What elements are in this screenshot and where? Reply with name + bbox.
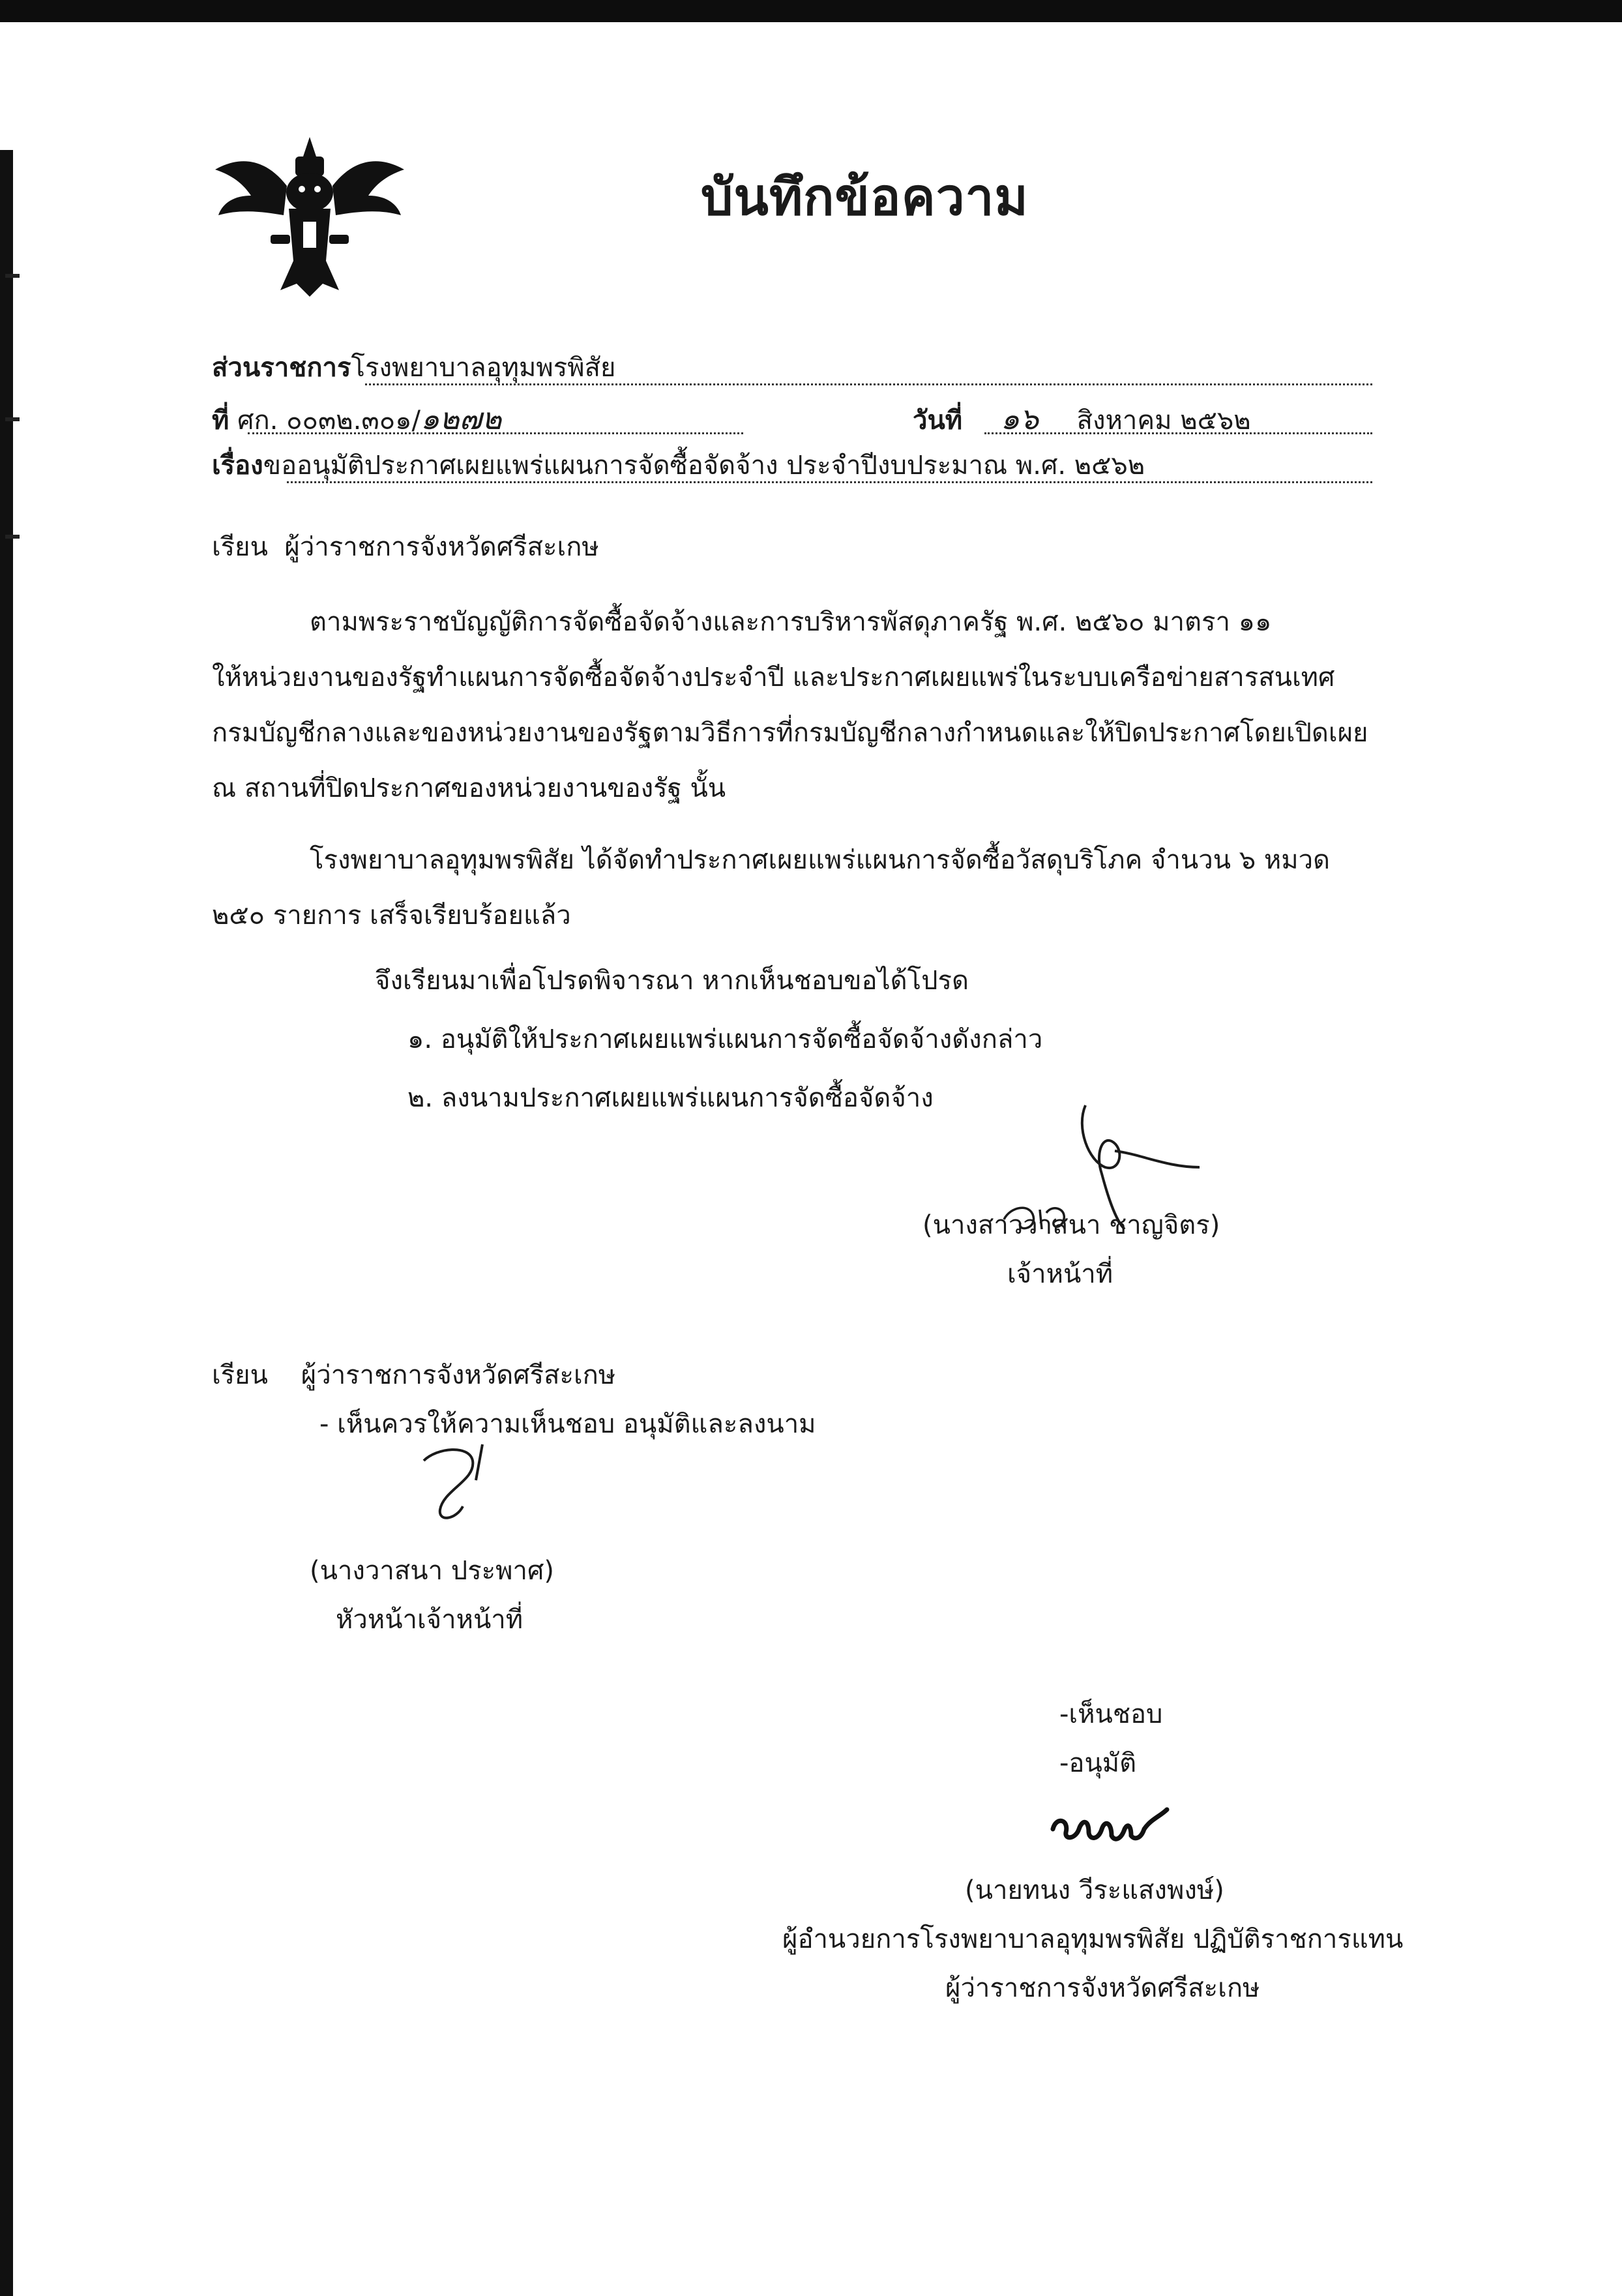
endorse-label: เรียน — [212, 1360, 268, 1390]
scan-edge-mark — [5, 535, 20, 539]
para2-line: ๒๕๐ รายการ เสร็จเรียบร้อยแล้ว — [212, 901, 571, 931]
ref-label: ที่ — [212, 406, 229, 436]
date-dotted-line — [984, 432, 1372, 434]
request-item: ๒. ลงนามประกาศเผยแพร่แผนการจัดซื้อจัดจ้าง — [407, 1083, 934, 1113]
agency-value: โรงพยาบาลอุทุมพรพิสัย — [351, 353, 616, 383]
signer2-name: (นางวาสนา ประพาศ) — [310, 1556, 554, 1586]
signer3-position: ผู้อำนวยการโรงพยาบาลอุทุมพรพิสัย ปฏิบัติราชการแทน — [782, 1924, 1404, 1954]
scan-edge-mark — [5, 274, 20, 278]
signer3-name: (นายทนง วีระแสงพงษ์) — [965, 1875, 1224, 1905]
request-text: จึงเรียนมาเพื่อโปรดพิจารณา หากเห็นชอบขอได้โปรด — [375, 966, 969, 996]
signer3-position: ผู้ว่าราชการจังหวัดศรีสะเกษ — [945, 1973, 1260, 2003]
subject-line — [212, 450, 1145, 481]
request-item: ๑. อนุมัติให้ประกาศเผยแพร่แผนการจัดซื้อจัดจ้างดังกล่าว — [407, 1024, 1043, 1054]
endorse-line — [212, 1360, 615, 1391]
date-line — [913, 401, 1251, 437]
decision-approve: -เห็นชอบ — [1059, 1699, 1163, 1729]
subject-value: ขออนุมัติประกาศเผยแพร่แผนการจัดซื้อจัดจ้าง ประจำปีงบประมาณ พ.ศ. ๒๕๖๒ — [263, 451, 1145, 481]
ref-line — [212, 401, 501, 437]
garuda-emblem-icon — [212, 130, 407, 303]
para2-line: โรงพยาบาลอุทุมพรพิสัย ได้จัดทำประกาศเผยแพร่แผนการจัดซื้อวัสดุบริโภค จำนวน ๖ หมวด — [310, 845, 1331, 875]
agency-label: ส่วนราชการ — [212, 353, 351, 383]
ref-dotted-line — [248, 432, 743, 434]
agency-line — [212, 352, 615, 383]
memo-title: บันทึกข้อความ — [701, 168, 1029, 227]
subject-label: เรื่อง — [212, 451, 263, 481]
subject-dotted-line — [287, 481, 1372, 483]
endorse-to: ผู้ว่าราชการจังหวัดศรีสะเกษ — [301, 1360, 616, 1390]
para1-line: กรมบัญชีกลางและของหน่วยงานของรัฐตามวิธีการที่กรมบัญชีกลางกำหนดและให้ปิดประกาศโดยเปิดเผย — [212, 718, 1368, 748]
signer2-position: หัวหน้าเจ้าหน้าที่ — [336, 1605, 523, 1635]
signature-3 — [1046, 1800, 1216, 1858]
agency-dotted-line — [365, 383, 1372, 385]
date-month-year: สิงหาคม ๒๕๖๒ — [1076, 406, 1251, 436]
endorse-note: - เห็นควรให้ความเห็นชอบ อนุมัติและลงนาม — [319, 1409, 816, 1439]
para1-line: ตามพระราชบัญญัติการจัดซื้อจัดจ้างและการบริหารพัสดุภาครัฐ พ.ศ. ๒๕๖๐ มาตรา ๑๑ — [310, 607, 1272, 637]
salutation — [212, 531, 599, 563]
ref-number: ศก. ๐๐๓๒.๓๐๑/ — [237, 406, 421, 436]
scan-top-edge — [0, 0, 1622, 22]
salutation-to: ผู้ว่าราชการจังหวัดศรีสะเกษ — [284, 532, 599, 562]
signature-2 — [411, 1435, 515, 1532]
ref-handwritten: ๑๒๗๒ — [420, 401, 502, 436]
signer1-position: เจ้าหน้าที่ — [1007, 1259, 1113, 1289]
signer1-name: (นางสาววาสนา ชาญจิตร) — [922, 1210, 1220, 1240]
date-day-handwritten: ๑๖ — [1000, 401, 1039, 436]
scan-left-edge — [0, 150, 13, 2296]
date-label: วันที่ — [913, 406, 963, 436]
salutation-label: เรียน — [212, 532, 268, 562]
para1-line: ให้หน่วยงานของรัฐทำแผนการจัดซื้อจัดจ้างประจำปี และประกาศเผยแพร่ในระบบเครือข่ายสารสนเทศ — [212, 663, 1335, 693]
para1-line: ณ สถานที่ปิดประกาศของหน่วยงานของรัฐ นั้น — [212, 773, 726, 803]
decision-approve: -อนุมัติ — [1059, 1748, 1137, 1778]
scan-edge-mark — [5, 417, 20, 421]
